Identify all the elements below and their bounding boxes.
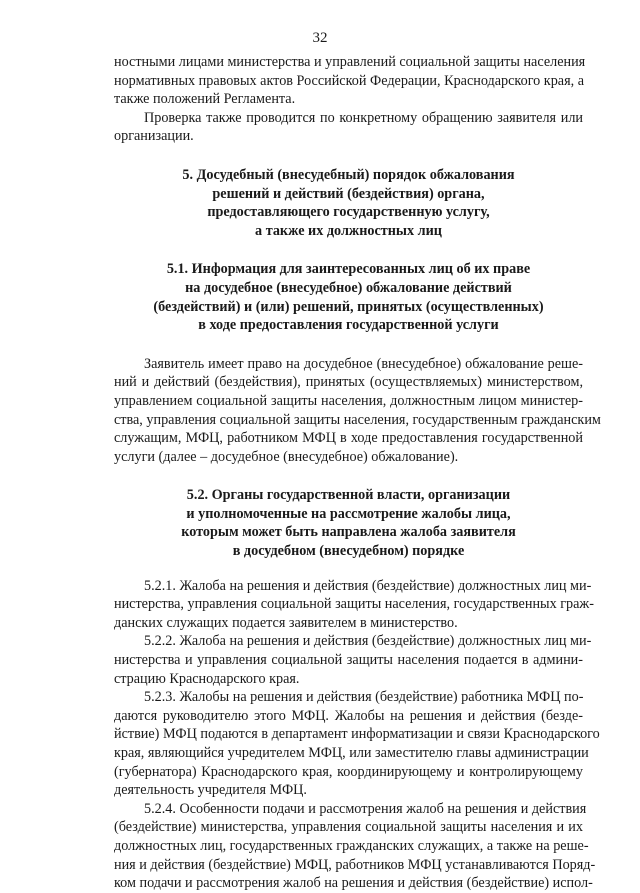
heading-line: 5.2. Органы государственной власти, организации bbox=[186, 487, 511, 504]
text-line: нормативных правовых актов Российской Федерации, Краснодарского края, а bbox=[114, 72, 585, 89]
text-line: 5.2.4. Особенности подачи и рассмотрения жалоб на решения и действия bbox=[144, 800, 587, 817]
heading-line: на досудебное (внесудебное) обжалование действий bbox=[185, 279, 512, 296]
section-5-1-heading bbox=[114, 260, 583, 334]
text-line: услуги (далее – досудебное (внесудебное) обжалование). bbox=[114, 448, 459, 465]
section-5-heading bbox=[114, 166, 583, 240]
section-5-2-heading bbox=[114, 486, 583, 560]
heading-line: (бездействий) и (или) решений, принятых (осуществленных) bbox=[153, 298, 544, 315]
text-line: йствие) МФЦ подаются в департамент информатизации и связи Краснодарского bbox=[114, 726, 600, 743]
text-line: нистерства и управления социальной защиты населения подается в админи- bbox=[114, 652, 583, 669]
text-line: Заявитель имеет право на досудебное (внесудебное) обжалование реше- bbox=[144, 355, 583, 372]
section-5-1-body bbox=[114, 355, 601, 467]
text-line: служащим, МФЦ, работником МФЦ в ходе предоставления государственной bbox=[114, 430, 583, 447]
heading-line: в ходе предоставления государственной услуги bbox=[198, 317, 499, 334]
text-line: деятельность учредителя МФЦ. bbox=[114, 782, 307, 799]
text-line: нистерства, управления социальной защиты населения, государственных граж- bbox=[114, 596, 594, 613]
text-line: данских служащих подается заявителем в министерство. bbox=[114, 614, 458, 631]
text-line: ний и действий (бездействия), принятых (осуществляемых) министерством, bbox=[114, 374, 583, 391]
text-line: должностных лиц, государственных гражданских служащих, а также на реше- bbox=[114, 837, 589, 854]
heading-line: 5. Досудебный (внесудебный) порядок обжалования bbox=[182, 166, 515, 183]
heading-line: и уполномоченные на рассмотрение жалобы лица, bbox=[186, 505, 511, 522]
text-line: страцию Краснодарского края. bbox=[114, 670, 300, 687]
heading-line: предоставляющего государственную услугу, bbox=[207, 204, 490, 221]
page-number: 32 bbox=[312, 30, 328, 46]
text-line: даются руководителю этого МФЦ. Жалобы на решения и действия (безде- bbox=[114, 707, 583, 724]
heading-line: решений и действий (бездействия) органа, bbox=[212, 185, 485, 202]
text-line: края, являющийся учредителем МФЦ, или заместителю главы администрации bbox=[114, 745, 589, 761]
paragraph-5-2-2 bbox=[114, 632, 592, 688]
text-line: 5.2.3. Жалобы на решения и действия (бездействие) работника МФЦ по- bbox=[144, 689, 584, 706]
heading-line: а также их должностных лиц bbox=[255, 222, 442, 239]
heading-line: 5.1. Информация для заинтересованных лиц об их праве bbox=[166, 261, 531, 278]
text-line: 5.2.1. Жалоба на решения и действия (бездействие) должностных лиц ми- bbox=[144, 577, 592, 594]
text-line: 5.2.2. Жалоба на решения и действия (бездействие) должностных лиц ми- bbox=[144, 633, 592, 650]
text-line: ностными лицами министерства и управлений социальной защиты населения bbox=[114, 54, 586, 70]
paragraph-5-2-4 bbox=[114, 800, 596, 893]
heading-line: которым может быть направлена жалоба заявителя bbox=[181, 524, 516, 541]
intro-paragraph-2 bbox=[114, 109, 583, 146]
text-line: (бездействие) министерства, управления социальной защиты населения и их bbox=[114, 819, 583, 836]
text-line: ства, управления социальной защиты населения, государственным гражданским bbox=[114, 411, 601, 428]
text-line: ния и действия (бездействие) МФЦ, работников МФЦ устанавливаются Поряд- bbox=[114, 856, 596, 873]
text-line: (губернатора) Краснодарского края, координирующему и контролирующему bbox=[114, 763, 583, 780]
text-line: Проверка также проводится по конкретному обращению заявителя или bbox=[144, 109, 583, 126]
document-body bbox=[114, 53, 601, 893]
heading-line: в досудебном (внесудебном) порядке bbox=[232, 543, 465, 560]
intro-paragraph-1 bbox=[114, 53, 586, 109]
paragraph-5-2-3 bbox=[114, 688, 600, 800]
text-line: организации. bbox=[114, 128, 194, 145]
text-line: также положений Регламента. bbox=[114, 91, 296, 108]
paragraph-5-2-1 bbox=[114, 577, 594, 633]
text-line: управлением социальной защиты населения, должностным лицом министер- bbox=[114, 392, 583, 409]
text-line: ком подачи и рассмотрения жалоб на решения и действия (бездействие) испол- bbox=[114, 875, 593, 892]
